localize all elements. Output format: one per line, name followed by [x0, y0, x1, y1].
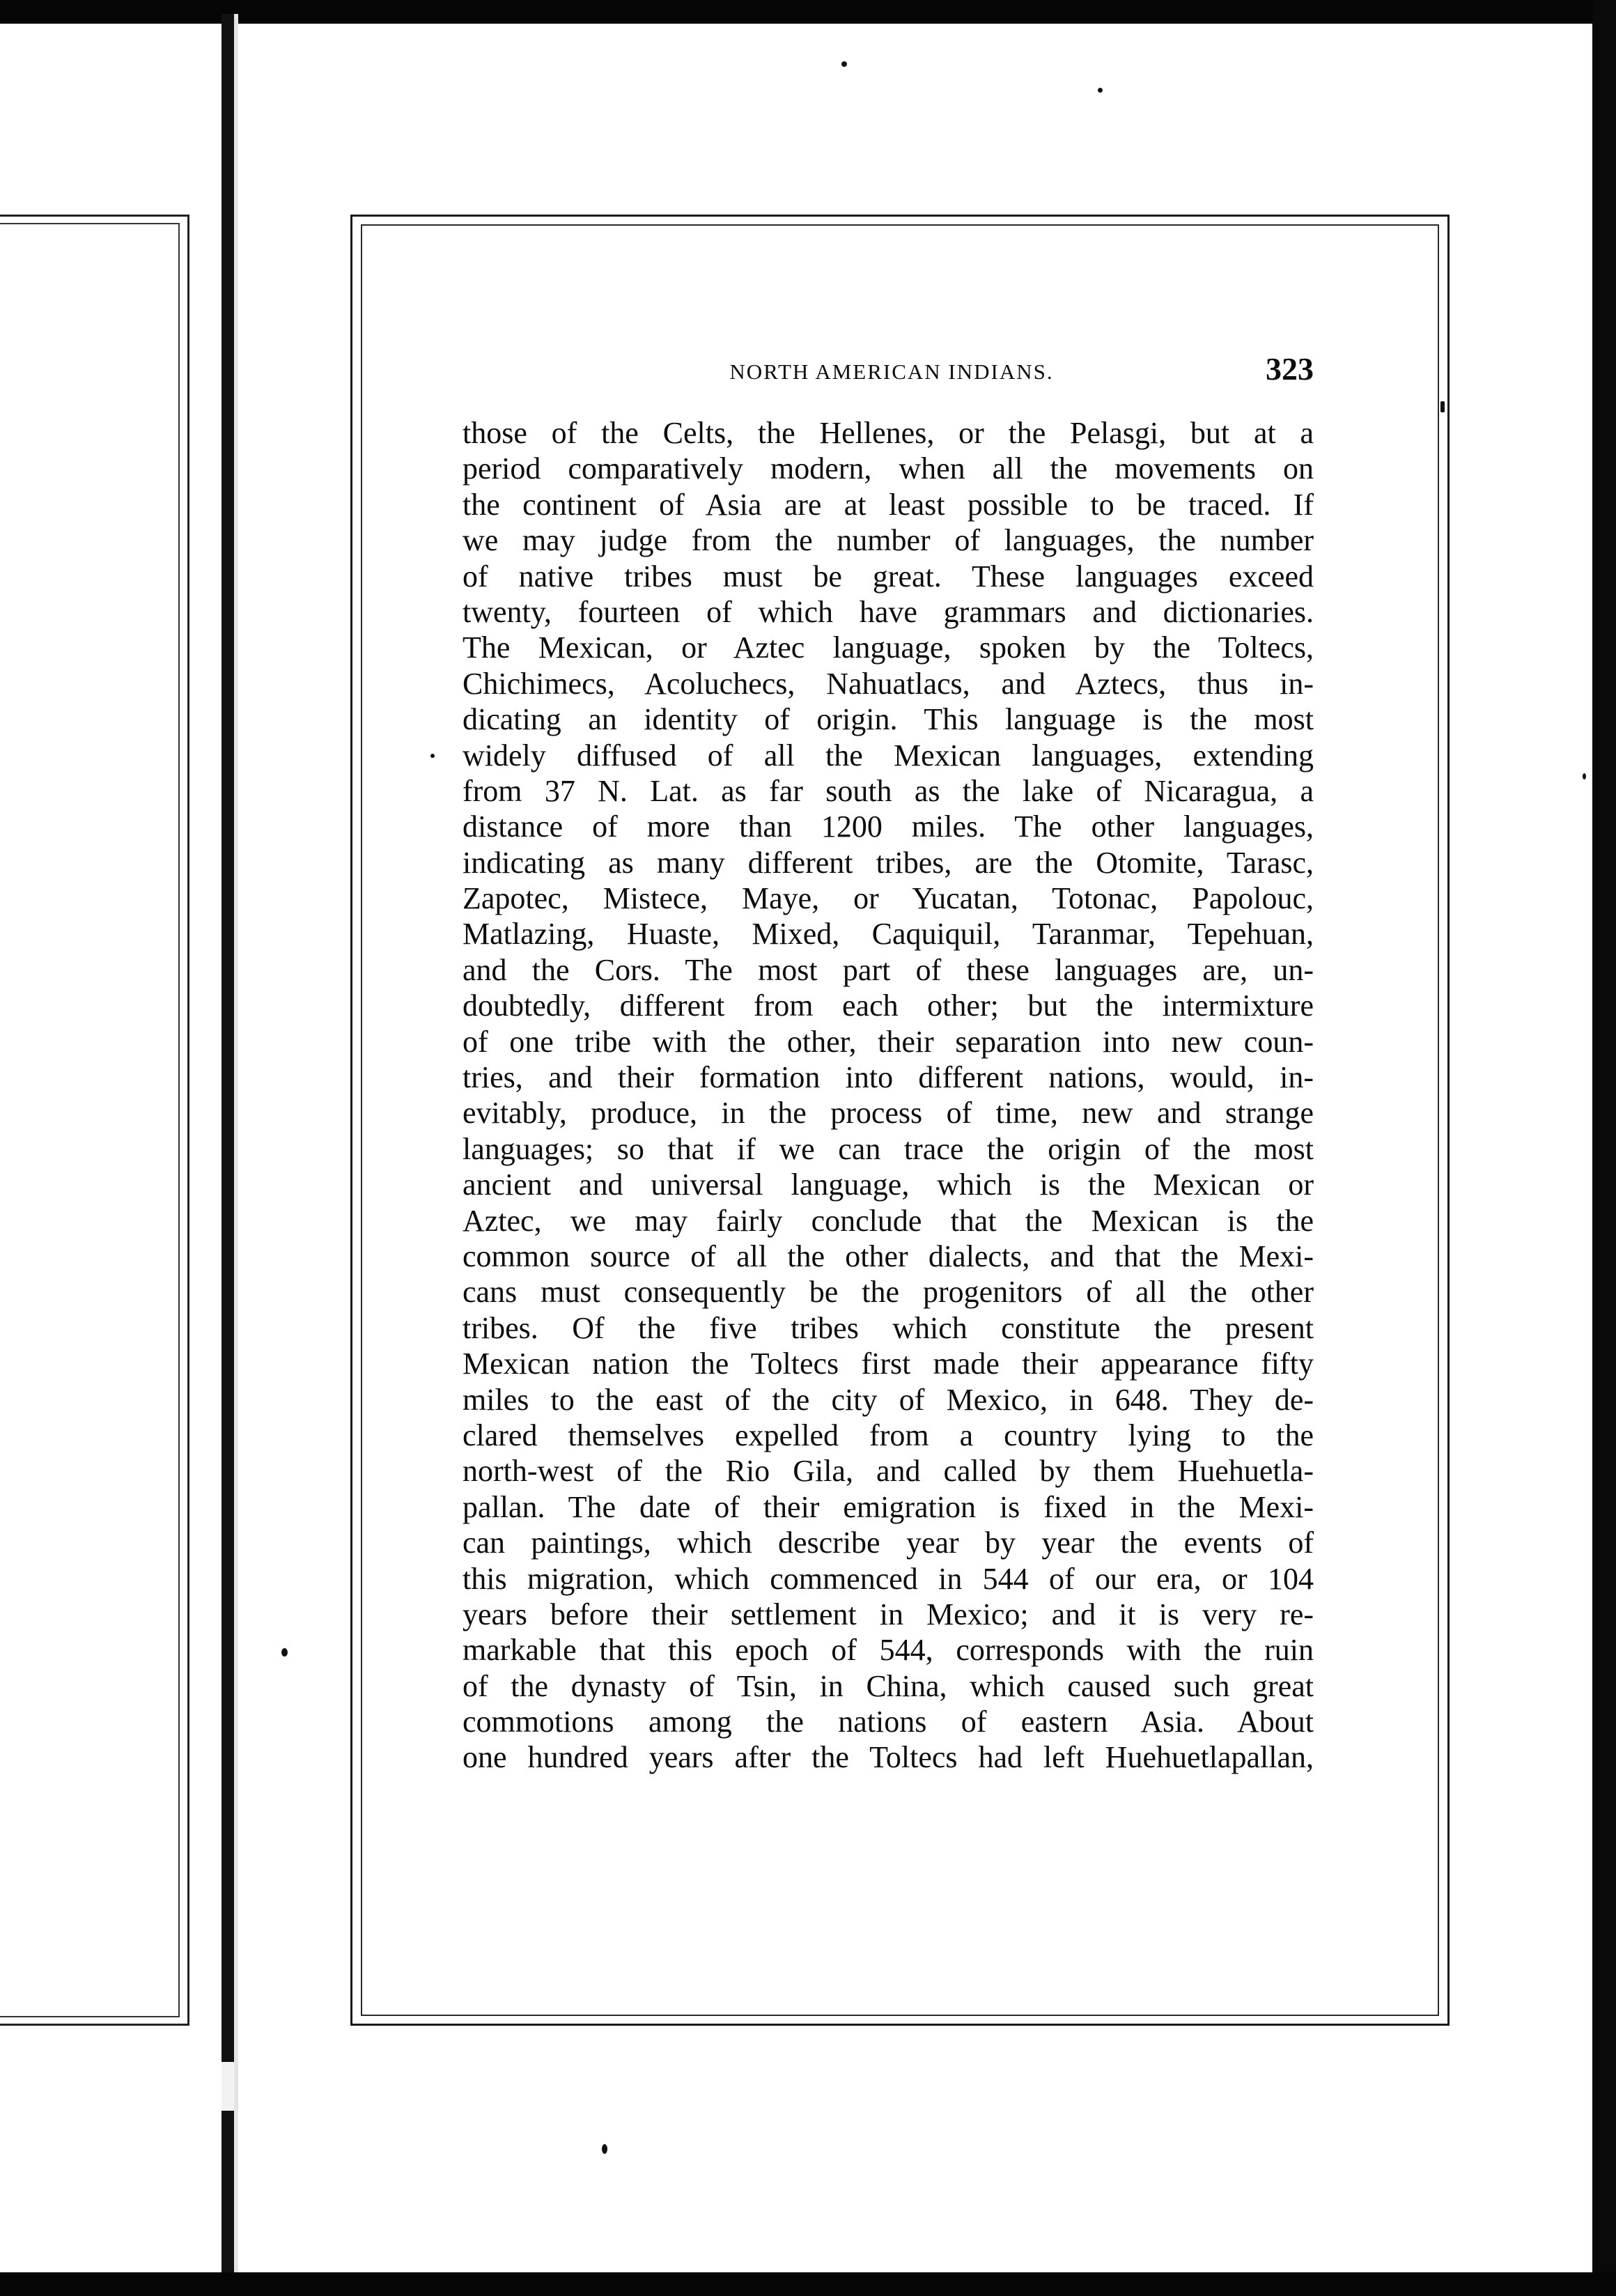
text-line: of native tribes must be great. These languages exceed — [463, 559, 1314, 594]
text-line: twenty, fourteen of which have grammars and dictionaries. — [463, 594, 1314, 629]
text-line: distance of more than 1200 miles. The other languages, — [463, 809, 1314, 844]
ink-speck — [1440, 401, 1445, 412]
text-line: indicating as many different tribes, are the Otomite, Tarasc, — [463, 845, 1314, 880]
body-text — [463, 415, 1314, 1776]
text-line: Aztec, we may fairly conclude that the Mexican is the — [463, 1203, 1314, 1238]
page-number: 323 — [1266, 351, 1314, 387]
text-line: Chichimecs, Acoluchecs, Nahuatlacs, and Aztecs, thus in- — [463, 666, 1314, 701]
text-line: those of the Celts, the Hellenes, or the Pelasgi, but at a — [463, 416, 1314, 450]
text-line: common source of all the other dialects, and that the Mexi- — [463, 1239, 1314, 1273]
text-line: of one tribe with the other, their separation into new coun- — [463, 1024, 1314, 1059]
text-line: doubtedly, different from each other; but the intermixture — [463, 988, 1314, 1023]
text-line: the continent of Asia are at least possible to be traced. If — [463, 487, 1314, 522]
text-line: commotions among the nations of eastern Asia. About — [463, 1705, 1314, 1739]
text-line: from 37 N. Lat. as far south as the lake of Nicaragua, a — [463, 773, 1314, 808]
text-line: widely diffused of all the Mexican languages, extending — [463, 738, 1314, 773]
scan-bottom-border — [0, 2272, 1616, 2296]
ink-speck — [602, 2144, 607, 2154]
text-line: languages; so that if we can trace the origin of the most — [463, 1131, 1314, 1166]
text-line: we may judge from the number of languages, the number — [463, 523, 1314, 558]
book-spine-gap — [222, 2062, 234, 2111]
ink-speck — [281, 1648, 288, 1657]
text-line: tribes. Of the five tribes which constitute the present — [463, 1310, 1314, 1345]
text-line: The Mexican, or Aztec language, spoken by the Toltecs, — [463, 630, 1314, 665]
text-line: this migration, which commenced in 544 of our era, or 104 — [463, 1561, 1314, 1596]
ink-speck — [1098, 88, 1103, 93]
text-line: of the dynasty of Tsin, in China, which caused such great — [463, 1668, 1314, 1703]
ink-speck — [841, 61, 847, 67]
book-spine-highlight — [234, 14, 238, 2278]
text-line: dicating an identity of origin. This language is the most — [463, 702, 1314, 737]
scan-right-border — [1592, 0, 1616, 2296]
text-line: markable that this epoch of 544, corresponds with the ruin — [463, 1633, 1314, 1668]
text-line: cans must consequently be the progenitors of all the other — [463, 1275, 1314, 1310]
text-line: period comparatively modern, when all the movements on — [463, 451, 1314, 486]
ink-speck — [1583, 773, 1586, 779]
text-line: Matlazing, Huaste, Mixed, Caquiquil, Taranmar, Tepehuan, — [463, 917, 1314, 952]
text-line: Mexican nation the Toltecs first made their appearance fifty — [463, 1347, 1314, 1381]
text-line: miles to the east of the city of Mexico, in 648. They de- — [463, 1382, 1314, 1417]
running-head: NORTH AMERICAN INDIANS. — [729, 359, 1054, 384]
text-line: and the Cors. The most part of these languages are, un- — [463, 952, 1314, 987]
text-line: evitably, produce, in the process of time, new and strange — [463, 1096, 1314, 1131]
text-line: years before their settlement in Mexico; and it is very re- — [463, 1597, 1314, 1631]
text-line: ancient and universal language, which is the Mexican or — [463, 1168, 1314, 1202]
text-line: can paintings, which describe year by year the events of — [463, 1526, 1314, 1560]
text-line: Zapotec, Mistece, Maye, or Yucatan, Totonac, Papolouc, — [463, 881, 1314, 916]
text-line: clared themselves expelled from a country lying to the — [463, 1418, 1314, 1452]
text-line: pallan. The date of their emigration is fixed in the Mexi- — [463, 1489, 1314, 1524]
facing-page-frame-inner — [0, 223, 180, 2017]
text-line: one hundred years after the Toltecs had left Huehuetlapallan, — [463, 1740, 1314, 1775]
text-line: north-west of the Rio Gila, and called by them Huehuetla- — [463, 1454, 1314, 1489]
ink-speck — [430, 754, 435, 758]
scan-top-border — [0, 0, 1616, 24]
book-spine — [222, 14, 234, 2278]
text-line: tries, and their formation into different nations, would, in- — [463, 1060, 1314, 1095]
